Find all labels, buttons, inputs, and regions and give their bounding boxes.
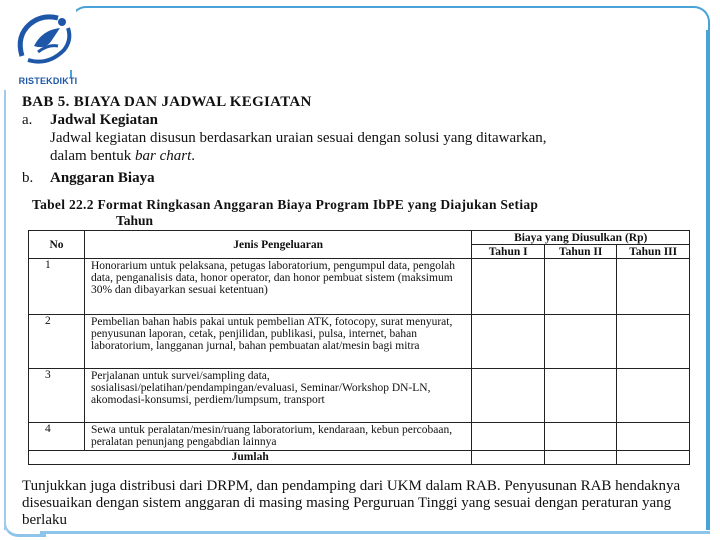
row-jenis: Perjalanan untuk survei/sampling data, sosialisasi/pelatihan/pendampingan/evaluasi, Seminar/Workshop DN-LN, akomodasi-konsumsi, perdiem/lumpsum, transport (84, 369, 471, 423)
row-jenis: Honorarium untuk pelaksana, petugas laboratorium, pengumpul data, pengolah data, penganalisis data, honor operator, dan honor pembuat sistem (maksimum 30% dan dibayarkan sesuai ketentuan) (84, 259, 471, 315)
section-a-title: Jadwal Kegiatan (50, 112, 158, 128)
row-no: 3 (29, 369, 85, 423)
frame-left-border (4, 90, 6, 530)
table-row (29, 423, 690, 451)
total-row (29, 451, 690, 465)
row-no: 1 (29, 259, 85, 315)
total-tahun-1 (472, 451, 545, 465)
cell-tahun-2 (544, 423, 617, 451)
budget-table (28, 230, 690, 465)
cell-tahun-1 (472, 423, 545, 451)
row-jenis: Sewa untuk peralatan/mesin/ruang laboratorium, kendaraan, kebun percobaan, peralatan penunjang pengabdian lainnya (84, 423, 471, 451)
cell-tahun-3 (617, 423, 690, 451)
cell-tahun-3 (617, 259, 690, 315)
section-a-text-line1: Jadwal kegiatan disusun berdasarkan uraian sesuai dengan solusi yang ditawarkan, (50, 130, 547, 146)
frame-top-border (70, 6, 710, 78)
header-tahun-3: Tahun III (617, 245, 690, 259)
cell-tahun-3 (617, 369, 690, 423)
total-tahun-3 (617, 451, 690, 465)
section-heading: BAB 5. BIAYA DAN JADWAL KEGIATAN (22, 94, 312, 110)
section-a-letter: a. (22, 112, 33, 128)
table-caption-line2: Tahun (116, 213, 154, 228)
row-jenis: Pembelian bahan habis pakai untuk pembelian ATK, fotocopy, surat menyurat, penyusunan laporan, cetak, penjilidan, publikasi, pulsa, internet, bahan laboratorium, langganan jurnal, bahan pembuatan alat/mesin bagi mitra (84, 315, 471, 369)
header-jenis: Jenis Pengeluaran (84, 231, 471, 259)
section-a-text-line2 (50, 148, 195, 165)
header-biaya: Biaya yang Diusulkan (Rp) (472, 231, 690, 245)
cell-tahun-1 (472, 369, 545, 423)
table-caption: Tabel 22.2 Format Ringkasan Anggaran Biaya Program IbPE yang Diajukan Setiap (32, 197, 539, 212)
cell-tahun-1 (472, 259, 545, 315)
italic-bar-chart: bar chart (134, 148, 192, 164)
cell-tahun-1 (472, 315, 545, 369)
header-tahun-1: Tahun I (472, 245, 545, 259)
header-no: No (29, 231, 85, 259)
total-tahun-2 (544, 451, 617, 465)
frame-bottom-border (40, 531, 710, 534)
row-no: 4 (29, 423, 85, 451)
total-label: Jumlah (29, 451, 472, 465)
header-tahun-2: Tahun II (544, 245, 617, 259)
table-row (29, 315, 690, 369)
cell-tahun-2 (544, 369, 617, 423)
footer-paragraph: Tunjukkan juga distribusi dari DRPM, dan pendamping dari UKM dalam RAB. Penyusunan RAB hendaknya disesuaikan dengan sistem anggaran di masing masing Perguruan Tinggi yang sesuai dengan peraturan yang berlaku (22, 478, 681, 528)
section-b-letter: b. (22, 170, 34, 186)
frame-right-border (706, 30, 710, 530)
logo-text: RISTEKDIKTI (18, 76, 78, 86)
text-suffix: . (191, 148, 195, 164)
cell-tahun-2 (544, 259, 617, 315)
table-row (29, 369, 690, 423)
cell-tahun-3 (617, 315, 690, 369)
row-no: 2 (29, 315, 85, 369)
ristekdikti-emblem-icon (8, 6, 80, 72)
table-row (29, 259, 690, 315)
cell-tahun-2 (544, 315, 617, 369)
text-prefix: dalam bentuk (50, 148, 135, 164)
section-b-title: Anggaran Biaya (50, 170, 155, 186)
ristekdikti-logo (8, 6, 80, 86)
